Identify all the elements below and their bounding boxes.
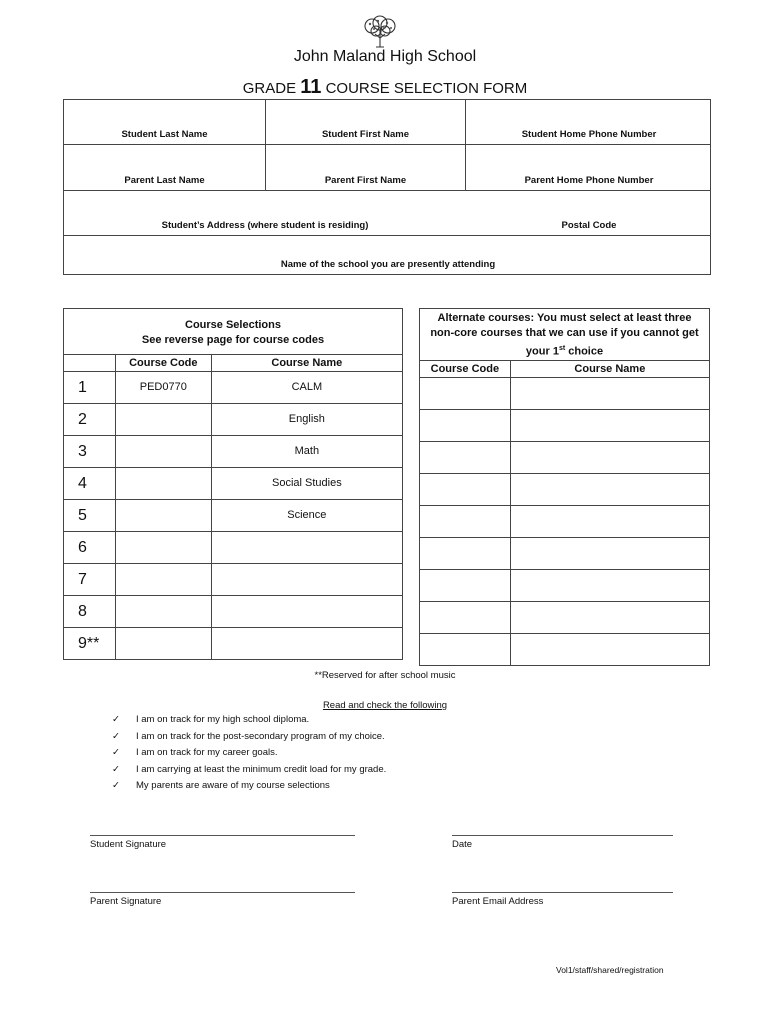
address-label: Student’s Address (where student is residing) — [161, 220, 369, 231]
form-title — [0, 76, 770, 99]
parent-row — [64, 145, 710, 191]
alternate-name-cell[interactable] — [510, 441, 709, 473]
title-prefix: GRADE — [242, 80, 301, 97]
alternate-row — [420, 473, 710, 505]
checklist-item — [112, 712, 386, 729]
date-label: Date — [452, 839, 473, 850]
course-code-cell[interactable] — [115, 532, 211, 564]
alternate-name-cell[interactable] — [510, 633, 709, 665]
parent-first-name-label: Parent First Name — [324, 175, 407, 186]
current-school-label: Name of the school you are presently attending — [280, 259, 496, 270]
alternate-title-line1: Alternate courses: You must select at least three — [437, 312, 692, 324]
course-name-cell[interactable] — [211, 532, 402, 564]
current-school-field[interactable] — [64, 236, 712, 274]
school-row — [64, 236, 710, 274]
course-name-cell[interactable]: English — [211, 404, 402, 436]
course-row — [64, 404, 403, 436]
alternate-name-cell[interactable] — [510, 377, 709, 409]
parent-phone-label: Parent Home Phone Number — [524, 175, 654, 186]
checklist-heading: Read and check the following — [322, 700, 448, 711]
alternate-name-cell[interactable] — [510, 537, 709, 569]
alternate-code-cell[interactable] — [420, 569, 511, 601]
checklist-item-text: My parents are aware of my course selections — [136, 780, 330, 792]
address-field[interactable] — [64, 191, 466, 235]
alternate-code-header: Course Code — [420, 360, 511, 377]
title-suffix: COURSE SELECTION FORM — [321, 80, 528, 97]
course-selection-table — [63, 308, 403, 660]
course-name-cell[interactable] — [211, 628, 402, 660]
alternate-row — [420, 633, 710, 665]
course-name-cell[interactable] — [211, 564, 402, 596]
alternate-title-line2: non-core courses that we can use if you cannot get — [430, 327, 699, 339]
course-code-cell[interactable] — [115, 404, 211, 436]
course-row-number: 9** — [64, 628, 116, 660]
checklist — [112, 712, 386, 795]
course-row-number: 4 — [64, 468, 116, 500]
course-row-number: 2 — [64, 404, 116, 436]
alternate-title-line3-post: choice — [565, 345, 604, 358]
checkmark-icon[interactable]: ✓ — [112, 730, 120, 742]
alternate-title-line3-sup: st — [558, 345, 566, 352]
address-row — [64, 191, 710, 236]
course-row-number: 1 — [64, 372, 116, 404]
course-row — [64, 564, 403, 596]
alternate-name-cell[interactable] — [510, 505, 709, 537]
course-code-cell[interactable] — [115, 628, 211, 660]
course-row — [64, 596, 403, 628]
alternate-code-cell[interactable] — [420, 377, 511, 409]
student-first-name-label: Student First Name — [321, 129, 410, 140]
parent-phone-field[interactable] — [466, 145, 712, 190]
alternate-name-cell[interactable] — [510, 473, 709, 505]
course-row — [64, 532, 403, 564]
student-row — [64, 100, 710, 145]
alternate-row — [420, 569, 710, 601]
student-signature-label: Student Signature — [90, 839, 167, 850]
course-code-cell[interactable] — [115, 468, 211, 500]
alternate-row — [420, 505, 710, 537]
course-name-cell[interactable]: CALM — [211, 372, 402, 404]
alternate-code-cell[interactable] — [420, 633, 511, 665]
alternate-name-cell[interactable] — [510, 409, 709, 441]
postal-code-label: Postal Code — [561, 220, 617, 231]
parent-email-line[interactable] — [452, 892, 673, 893]
alternate-table-title-row — [420, 309, 710, 361]
checkmark-icon[interactable]: ✓ — [112, 763, 120, 775]
course-table-header-row — [64, 355, 403, 372]
course-row-number: 7 — [64, 564, 116, 596]
alternate-title-line3 — [420, 341, 709, 360]
alternate-name-cell[interactable] — [510, 569, 709, 601]
checklist-item-text: I am on track for the post-secondary program of my choice. — [136, 730, 385, 742]
course-name-header: Course Name — [211, 355, 402, 372]
alternate-name-header: Course Name — [510, 360, 709, 377]
course-code-cell[interactable] — [115, 500, 211, 532]
postal-code-field[interactable] — [466, 191, 712, 235]
student-phone-label: Student Home Phone Number — [521, 129, 657, 140]
alternate-row — [420, 441, 710, 473]
parent-email-label: Parent Email Address — [452, 896, 544, 907]
course-number-header — [64, 355, 116, 372]
alternate-title-line3-pre: your 1 — [525, 345, 559, 358]
parent-signature-label: Parent Signature — [90, 896, 162, 907]
alternate-code-cell[interactable] — [420, 409, 511, 441]
course-table-title — [64, 309, 403, 355]
alternate-code-cell[interactable] — [420, 473, 511, 505]
alternate-name-cell[interactable] — [510, 601, 709, 633]
alternate-row — [420, 409, 710, 441]
course-code-cell[interactable] — [115, 596, 211, 628]
title-grade: 11 — [300, 76, 322, 98]
course-row-number: 8 — [64, 596, 116, 628]
alternate-row — [420, 601, 710, 633]
alternate-row — [420, 377, 710, 409]
alternate-code-cell[interactable] — [420, 537, 511, 569]
alternate-code-cell[interactable] — [420, 601, 511, 633]
alternate-row — [420, 537, 710, 569]
course-row — [64, 372, 403, 404]
checklist-item-text: I am carrying at least the minimum credit load for my grade. — [136, 763, 387, 775]
reserved-note: **Reserved for after school music — [314, 670, 456, 681]
alternate-table-header-row — [420, 360, 710, 377]
course-name-cell[interactable]: Social Studies — [211, 468, 402, 500]
course-row — [64, 468, 403, 500]
parent-last-name-label: Parent Last Name — [124, 175, 205, 186]
course-name-cell[interactable] — [211, 596, 402, 628]
footer-path: Vol1/staff/shared/registration — [556, 965, 664, 975]
course-code-cell[interactable] — [115, 564, 211, 596]
checkmark-icon[interactable]: ✓ — [112, 780, 120, 792]
student-phone-field[interactable] — [466, 100, 712, 144]
course-rows — [64, 372, 403, 660]
course-table-title-line1: Course Selections — [185, 319, 281, 331]
date-line[interactable] — [452, 835, 673, 836]
parent-signature-line[interactable] — [90, 892, 355, 893]
tree-logo-icon — [360, 14, 400, 50]
checklist-item — [112, 778, 386, 795]
parent-first-name-field[interactable] — [266, 145, 466, 190]
course-code-cell[interactable]: PED0770 — [115, 372, 211, 404]
checklist-item-text: I am on track for my career goals. — [136, 747, 278, 759]
student-last-name-label: Student Last Name — [121, 129, 208, 140]
checklist-item — [112, 762, 386, 779]
checkmark-icon[interactable]: ✓ — [112, 747, 120, 759]
course-row-number: 3 — [64, 436, 116, 468]
course-name-cell[interactable]: Math — [211, 436, 402, 468]
checklist-item — [112, 729, 386, 746]
school-name: John Maland High School — [293, 48, 477, 65]
course-row-number: 6 — [64, 532, 116, 564]
alternate-code-cell[interactable] — [420, 505, 511, 537]
course-code-header: Course Code — [115, 355, 211, 372]
alternate-code-cell[interactable] — [420, 441, 511, 473]
course-row — [64, 500, 403, 532]
alternate-courses-table — [419, 308, 710, 666]
checklist-item — [112, 745, 386, 762]
alternate-table-title — [420, 309, 710, 361]
course-name-cell[interactable]: Science — [211, 500, 402, 532]
course-row — [64, 628, 403, 660]
checklist-item-text: I am on track for my high school diploma. — [136, 714, 310, 725]
student-last-name-field[interactable] — [64, 100, 266, 144]
alternate-rows — [420, 377, 710, 665]
student-signature-line[interactable] — [90, 835, 355, 836]
course-row — [64, 436, 403, 468]
student-info-table — [63, 99, 711, 275]
parent-last-name-field[interactable] — [64, 145, 266, 190]
checkmark-icon[interactable]: ✓ — [112, 714, 120, 725]
course-table-title-line2: See reverse page for course codes — [141, 334, 325, 346]
course-code-cell[interactable] — [115, 436, 211, 468]
course-row-number: 5 — [64, 500, 116, 532]
student-first-name-field[interactable] — [266, 100, 466, 144]
course-table-title-row — [64, 309, 403, 355]
